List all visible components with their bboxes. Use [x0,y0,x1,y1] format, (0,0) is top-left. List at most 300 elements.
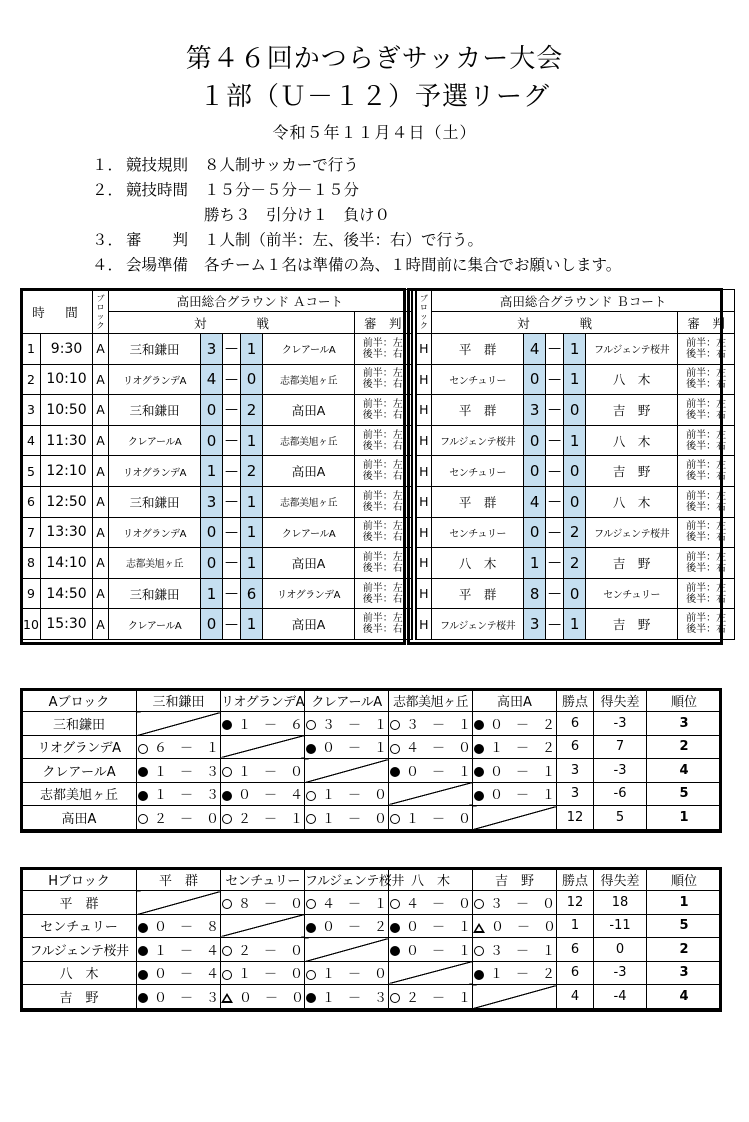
black-circle-icon [138,923,148,933]
away-team: 高田A [263,548,355,579]
ref-second-half: 後半：右 [362,379,403,391]
result-score: １ － ０ [321,811,387,827]
result-cell [389,938,473,962]
home-score: 0 [201,548,223,579]
home-score: 0 [524,364,546,395]
match-row [22,517,735,548]
ref-first-half: 前半：左 [362,368,403,380]
ref-first-half: 前半：左 [686,337,727,349]
team-header: センチュリー [221,869,305,891]
home-score: 1 [201,456,223,487]
col-block-header: ブロック [93,290,109,334]
home-score: 0 [524,456,546,487]
match-number: 6 [22,486,41,517]
block-a-table [21,689,722,830]
result-score: １ － ２ [489,741,555,757]
team-name: 八 木 [22,961,137,985]
referee-cell [678,334,735,365]
home-score: 0 [201,395,223,426]
white-circle-icon [306,970,316,980]
result-cell [305,985,389,1009]
home-score: 0 [524,517,546,548]
points: 3 [557,782,594,806]
home-team: 三和鎌田 [109,578,201,609]
referee-cell [678,364,735,395]
match-time: 10:50 [41,395,93,426]
ref-first-half: 前半：左 [686,398,727,410]
match-block: A [93,609,109,640]
white-circle-icon [306,791,316,801]
referee-cell [355,425,412,456]
away-score: 2 [564,548,586,579]
away-score: 1 [564,364,586,395]
result-score: １ － ３ [153,788,219,804]
match-number: 7 [22,517,41,548]
match-number: 4 [22,425,41,456]
result-cell [221,961,305,985]
black-circle-icon [222,720,232,730]
match-block: H [416,578,432,609]
result-cell [221,712,305,736]
col-ref-header: 審 判 [355,312,412,334]
ref-second-half: 後半：右 [362,501,403,513]
away-team: クレアールA [263,334,355,365]
result-score: ０ － １ [405,943,471,959]
black-circle-icon [474,744,484,754]
result-score: １ － ０ [321,788,387,804]
match-block: H [416,456,432,487]
rule-text: 勝ち３ 引分け１ 負け０ [204,206,391,224]
match-block: H [416,486,432,517]
away-score: 0 [564,578,586,609]
black-circle-icon [474,970,484,980]
result-cell [137,735,221,759]
score-dash: — [546,395,564,426]
self-match-cell [473,806,557,830]
team-name: 志都美旭ヶ丘 [22,782,137,806]
points: 6 [557,938,594,962]
home-team: 平 群 [432,578,524,609]
team-header: クレアールA [305,690,389,712]
goal-difference: 18 [594,891,647,915]
match-block: A [93,456,109,487]
match-time: 11:30 [41,425,93,456]
home-score: 3 [524,609,546,640]
white-circle-icon [222,814,232,824]
score-dash: — [546,578,564,609]
white-circle-icon [474,899,484,909]
match-number: 5 [22,456,41,487]
result-cell [389,759,473,783]
white-circle-icon [474,946,484,956]
result-cell [305,806,389,830]
ref-first-half: 前半：左 [362,613,403,625]
col-points-header: 勝点 [557,869,594,891]
rule-label: 競技規則 [126,156,189,174]
self-match-cell [473,985,557,1009]
away-team: 志都美旭ヶ丘 [263,425,355,456]
ref-second-half: 後半：右 [686,532,727,544]
points: 1 [557,914,594,938]
away-team: 高田A [263,395,355,426]
rule-item [92,203,390,225]
rank: 3 [647,961,722,985]
team-header: 三和鎌田 [137,690,221,712]
team-header: 八 木 [389,869,473,891]
rank: 2 [647,938,722,962]
rule-label: 審 判 [126,231,189,249]
rule-number: ２． [92,181,124,199]
match-block: H [416,334,432,365]
match-block: A [93,334,109,365]
goal-difference: -3 [594,712,647,736]
result-score: １ － ６ [237,717,303,733]
match-block: A [93,578,109,609]
ref-second-half: 後半：右 [362,562,403,574]
away-team: 高田A [263,456,355,487]
self-match-cell [221,735,305,759]
away-score: 1 [241,517,263,548]
referee-cell [355,486,412,517]
standing-row [22,938,722,962]
result-score: ２ － ０ [237,943,303,959]
goal-difference: -3 [594,759,647,783]
match-block: A [93,548,109,579]
black-circle-icon [474,767,484,777]
referee-cell [355,364,412,395]
team-header: リオグランデA [221,690,305,712]
event-date: 令和５年１１月４日（土） [272,123,477,142]
away-score: 1 [241,548,263,579]
match-time: 13:30 [41,517,93,548]
rule-text: １５分－５分－１５分 [204,181,360,199]
rule-item [92,253,621,275]
result-cell [137,782,221,806]
black-circle-icon [138,946,148,956]
standing-row [22,759,722,783]
rule-number: ４． [92,256,124,274]
result-cell [473,735,557,759]
result-score: １ － ３ [153,764,219,780]
result-score: ３ － １ [489,943,555,959]
team-name: クレアールA [22,759,137,783]
match-block: A [93,425,109,456]
result-score: ０ － １ [489,764,555,780]
score-dash: — [546,609,564,640]
away-score: 6 [241,578,263,609]
result-score: ６ － １ [153,741,219,757]
self-match-cell [221,914,305,938]
rule-item [92,228,483,250]
black-circle-icon [474,720,484,730]
match-block: H [416,364,432,395]
home-team: 平 群 [432,395,524,426]
rank: 1 [647,806,722,830]
home-score: 4 [524,486,546,517]
ref-second-half: 後半：右 [362,471,403,483]
result-cell [305,735,389,759]
white-circle-icon [390,993,400,1003]
score-dash: — [546,334,564,365]
ref-second-half: 後半：右 [686,562,727,574]
match-number: 10 [22,609,41,640]
standing-row [22,914,722,938]
goal-difference: -4 [594,985,647,1009]
home-score: 0 [201,425,223,456]
match-row [22,364,735,395]
away-team: 志都美旭ヶ丘 [263,364,355,395]
match-time: 14:50 [41,578,93,609]
ref-second-half: 後半：右 [686,471,727,483]
rank: 3 [647,712,722,736]
result-cell [137,985,221,1009]
result-cell [137,914,221,938]
away-team: リオグランデA [263,578,355,609]
self-match-cell [305,938,389,962]
result-cell [389,891,473,915]
score-dash: — [223,364,241,395]
white-circle-icon [222,899,232,909]
referee-cell [678,609,735,640]
score-dash: — [223,456,241,487]
result-score: ０ － １ [405,920,471,936]
referee-cell [355,395,412,426]
home-score: 0 [201,609,223,640]
rule-number: ３． [92,231,124,249]
black-circle-icon [138,970,148,980]
result-score: ２ － ０ [153,811,219,827]
team-name: フルジェンテ桜井 [22,938,137,962]
referee-cell [355,456,412,487]
col-rank-header: 順位 [647,869,722,891]
ref-first-half: 前半：左 [686,429,727,441]
result-cell [473,712,557,736]
home-score: 3 [201,334,223,365]
match-time: 12:50 [41,486,93,517]
referee-cell [678,578,735,609]
col-rank-header: 順位 [647,690,722,712]
result-cell [137,759,221,783]
referee-cell [678,517,735,548]
points: 12 [557,891,594,915]
home-team: 三和鎌田 [109,334,201,365]
result-score: １ － ０ [237,967,303,983]
referee-cell [678,486,735,517]
result-cell [221,891,305,915]
result-cell [305,782,389,806]
match-row [22,578,735,609]
match-row [22,609,735,640]
black-circle-icon [390,946,400,956]
white-circle-icon [390,744,400,754]
match-time: 15:30 [41,609,93,640]
result-score: ８ － ０ [237,896,303,912]
away-team: 吉 野 [586,395,678,426]
score-dash: — [223,578,241,609]
ref-first-half: 前半：左 [686,490,727,502]
score-dash: — [223,609,241,640]
self-match-cell [389,782,473,806]
referee-cell [355,548,412,579]
triangle-icon [221,993,233,1003]
home-score: 1 [524,548,546,579]
rank: 4 [647,985,722,1009]
home-team: 志都美旭ヶ丘 [109,548,201,579]
match-number: 3 [22,395,41,426]
home-team: 三和鎌田 [109,486,201,517]
rule-text: 各チーム１名は準備の為、１時間前に集合でお願いします。 [204,256,622,274]
rule-text: １人制（前半：左、後半：右）で行う。 [204,231,484,249]
result-cell [305,914,389,938]
rule-text: ８人制サッカーで行う [204,156,359,174]
away-score: 1 [241,486,263,517]
ref-first-half: 前半：左 [686,551,727,563]
score-dash: — [546,486,564,517]
ref-second-half: 後半：右 [686,440,727,452]
rank: 5 [647,782,722,806]
ref-first-half: 前半：左 [362,398,403,410]
team-header: 平 群 [137,869,221,891]
team-header: フルジェンテ桜井 [305,869,389,891]
result-cell [137,938,221,962]
white-circle-icon [390,899,400,909]
result-score: ０ － ２ [489,717,555,733]
home-team: リオグランデA [109,517,201,548]
block-title: Hブロック [22,869,137,891]
result-cell [389,985,473,1009]
match-time: 12:10 [41,456,93,487]
ref-first-half: 前半：左 [686,613,727,625]
match-row [22,456,735,487]
home-score: 3 [201,486,223,517]
result-score: １ － ２ [489,967,555,983]
match-block: A [93,517,109,548]
rule-label: 競技時間 [126,181,189,199]
result-cell [473,938,557,962]
home-score: 4 [524,334,546,365]
referee-cell [678,425,735,456]
ref-second-half: 後半：右 [362,593,403,605]
ref-second-half: 後半：右 [686,593,727,605]
result-cell [221,985,305,1009]
match-row [22,395,735,426]
ref-second-half: 後半：右 [686,409,727,421]
col-time-header: 時 間 [22,290,93,334]
team-name: センチュリー [22,914,137,938]
white-circle-icon [222,970,232,980]
black-circle-icon [138,791,148,801]
team-header: 吉 野 [473,869,557,891]
result-score: ０ － ３ [153,990,219,1006]
match-row [22,334,735,365]
league-title: １部（Ｕ－１２）予選リーグ [198,82,550,112]
referee-cell [355,578,412,609]
team-name: 吉 野 [22,985,137,1009]
black-circle-icon [138,993,148,1003]
ref-second-half: 後半：右 [362,532,403,544]
ref-first-half: 前半：左 [362,551,403,563]
standing-row [22,782,722,806]
score-dash: — [546,364,564,395]
goal-difference: -3 [594,961,647,985]
result-cell [473,961,557,985]
match-block: H [416,395,432,426]
referee-cell [678,548,735,579]
team-name: 三和鎌田 [22,712,137,736]
result-score: ０ － ２ [321,920,387,936]
match-time: 14:10 [41,548,93,579]
result-cell [221,759,305,783]
home-team: 八 木 [432,548,524,579]
away-team: 八 木 [586,364,678,395]
triangle-icon [473,923,485,933]
rank: 5 [647,914,722,938]
away-team: フルジェンテ桜井 [586,517,678,548]
match-row [22,548,735,579]
points: 12 [557,806,594,830]
ref-first-half: 前半：左 [686,460,727,472]
ref-second-half: 後半：右 [686,379,727,391]
result-score: ０ － １ [489,788,555,804]
score-dash: — [223,548,241,579]
white-circle-icon [306,720,316,730]
result-score: ３ － １ [321,717,387,733]
tournament-title: 第４６回かつらぎサッカー大会 [185,44,564,74]
result-cell [305,891,389,915]
result-score: ３ － １ [405,717,471,733]
col-block-header-b: ブロック [416,290,432,334]
result-score: ４ － １ [321,896,387,912]
home-team: クレアールA [109,425,201,456]
result-score: ２ － １ [405,990,471,1006]
away-score: 2 [564,517,586,548]
team-name: 平 群 [22,891,137,915]
ref-second-half: 後半：右 [686,501,727,513]
col-ref-header-b: 審 判 [678,312,735,334]
away-score: 1 [564,425,586,456]
result-score: ４ － ０ [405,741,471,757]
white-circle-icon [222,767,232,777]
away-team: 吉 野 [586,548,678,579]
home-team: クレアールA [109,609,201,640]
standing-row [22,985,722,1009]
away-score: 0 [564,395,586,426]
black-circle-icon [306,744,316,754]
referee-cell [355,334,412,365]
ref-first-half: 前半：左 [686,368,727,380]
result-cell [221,782,305,806]
result-score: １ － ０ [405,811,471,827]
ref-first-half: 前半：左 [362,582,403,594]
referee-cell [678,395,735,426]
result-cell [389,712,473,736]
result-score: １ － ０ [321,967,387,983]
match-block: H [416,548,432,579]
away-team: 高田A [263,609,355,640]
home-team: フルジェンテ桜井 [432,425,524,456]
result-cell [221,938,305,962]
white-circle-icon [138,814,148,824]
standing-row [22,961,722,985]
result-score: ０ － ８ [153,920,219,936]
rule-label: 会場準備 [126,256,189,274]
result-cell [221,806,305,830]
home-team: センチュリー [432,364,524,395]
match-number: 1 [22,334,41,365]
self-match-cell [137,712,221,736]
away-team: クレアールA [263,517,355,548]
home-team: 平 群 [432,486,524,517]
